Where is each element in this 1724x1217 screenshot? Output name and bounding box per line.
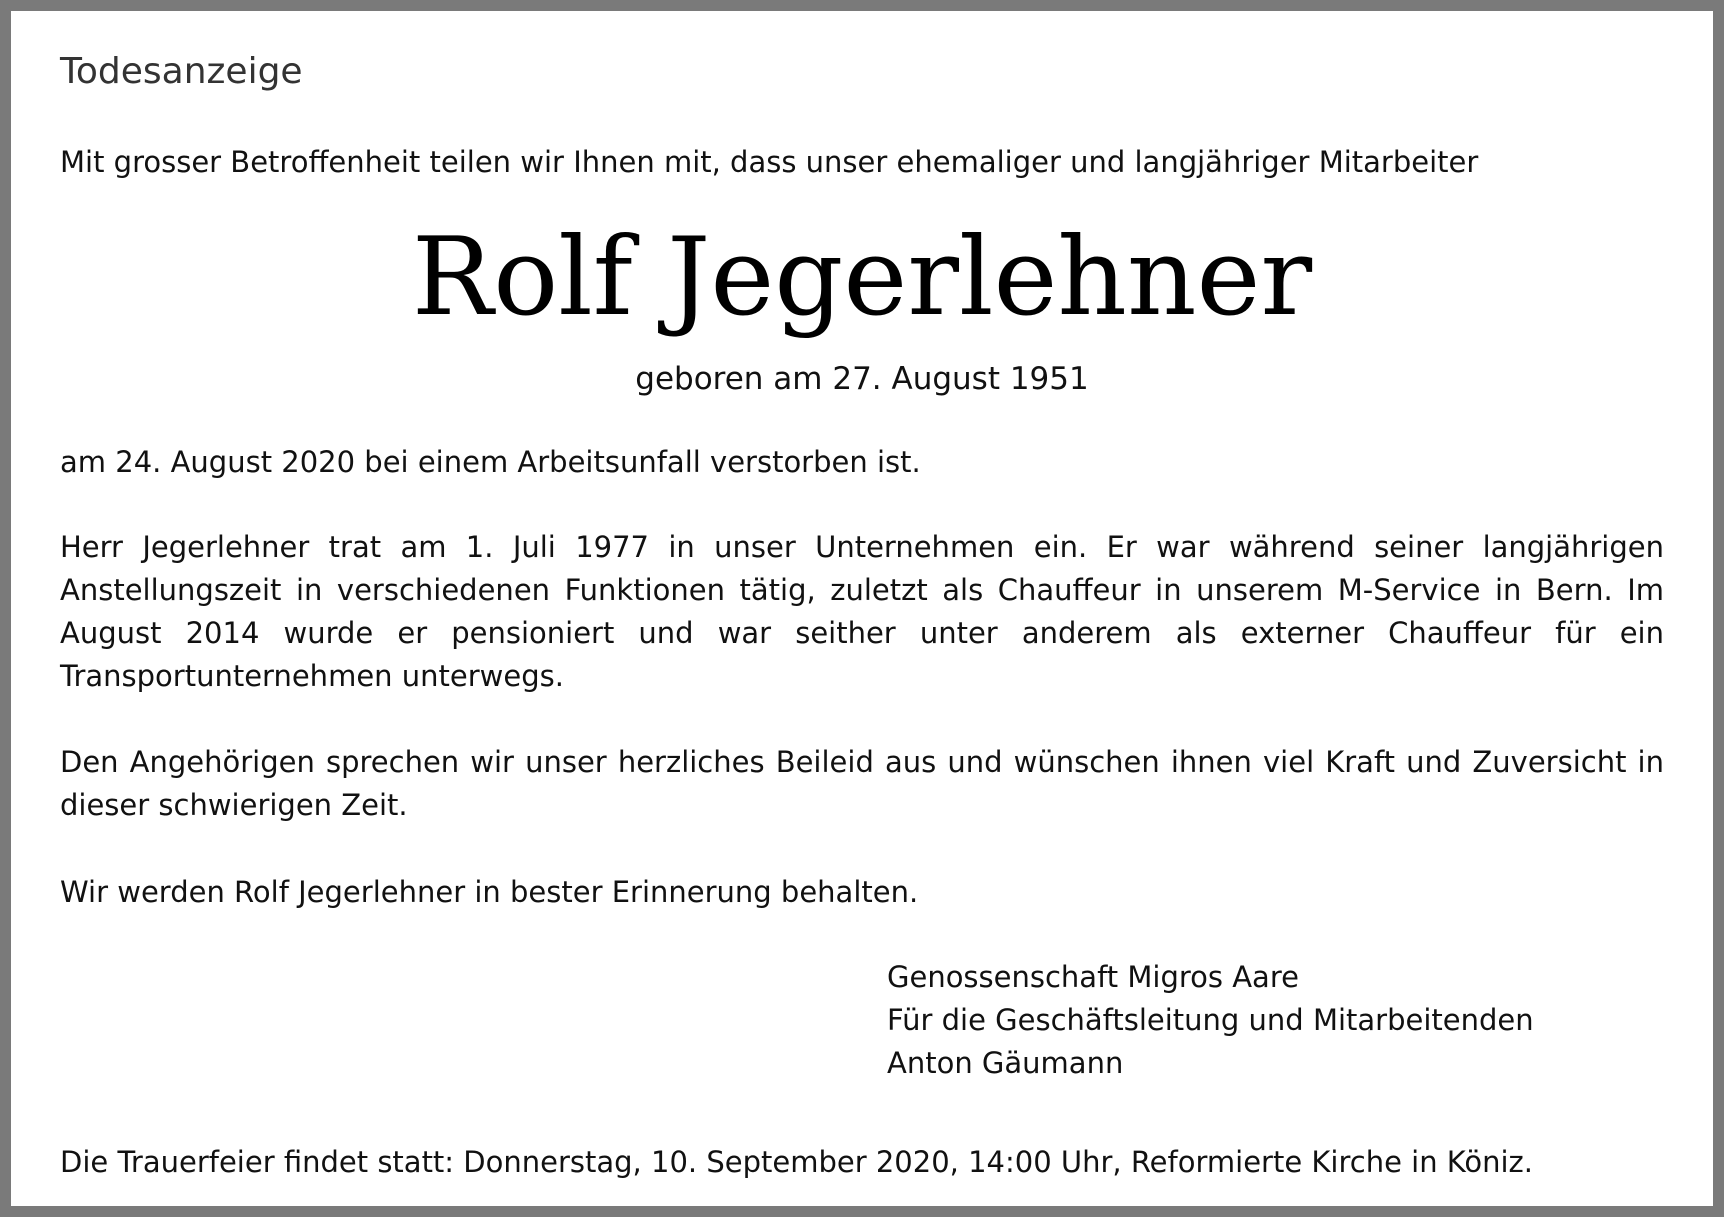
signature-name: Anton Gäumann <box>887 1046 1124 1080</box>
career-paragraph: Herr Jegerlehner trat am 1. Juli 1977 in unser Unternehmen ein. Er war während seiner langjährigen Anstellungszeit in verschiedenen Funktionen tätig, zuletzt als Chauffeur in unserem M-Service in Bern. Im August 2014 wurde er pensioniert und war seither unter anderem als externer Chauffeur für ein Transportunternehmen unterwegs. <box>60 530 1664 693</box>
death-statement: am 24. August 2020 bei einem Arbeitsunfall verstorben ist. <box>60 445 921 479</box>
signature-block <box>887 956 1534 1085</box>
notice-heading: Todesanzeige <box>60 51 303 92</box>
deceased-name: Rolf Jegerlehner <box>411 215 1313 340</box>
intro-text: Mit grosser Betroffenheit teilen wir Ihnen mit, dass unser ehemaliger und langjähriger Mitarbeiter <box>60 145 1479 179</box>
signature-organization: Genossenschaft Migros Aare <box>887 960 1299 994</box>
obituary-page <box>11 11 1713 1206</box>
signature-on-behalf: Für die Geschäftsleitung und Mitarbeitenden <box>887 1003 1534 1037</box>
birth-date: geboren am 27. August 1951 <box>635 361 1089 397</box>
funeral-info: Die Trauerfeier findet statt: Donnerstag, 10. September 2020, 14:00 Uhr, Reformierte Kirche in Köniz. <box>60 1145 1533 1179</box>
memory-statement: Wir werden Rolf Jegerlehner in bester Erinnerung behalten. <box>60 875 919 909</box>
condolence-paragraph: Den Angehörigen sprechen wir unser herzliches Beileid aus und wünschen ihnen viel Kraft und Zuversicht in dieser schwierigen Zeit. <box>60 745 1664 822</box>
